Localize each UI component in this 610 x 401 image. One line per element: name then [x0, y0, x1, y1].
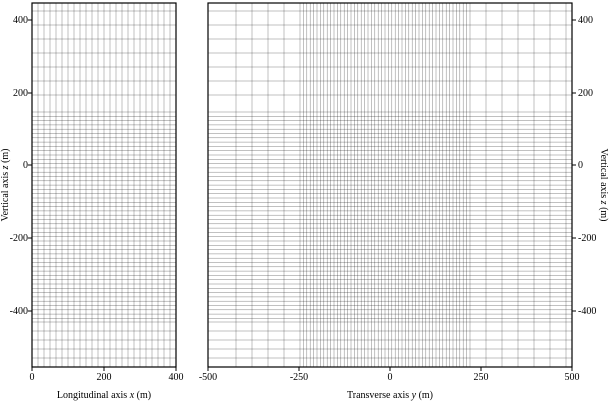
right-y-tick-label: 0: [387, 372, 393, 383]
right-z-tick-label: 0: [578, 160, 583, 171]
left-x-tick-label: 400: [168, 372, 184, 383]
right-y-tick-label: -250: [289, 372, 309, 383]
left-z-tick-label: 0: [23, 160, 28, 171]
right-z-tick-label: 400: [578, 15, 593, 26]
left-z-tick-label: 200: [13, 88, 28, 99]
right-y-axis-title: Transverse axis y (m): [346, 390, 434, 401]
right-z-tick-label: -400: [578, 306, 597, 317]
right-z-axis-title: Vertical axis z (m): [598, 148, 609, 222]
left-z-axis-title: Vertical axis z (m): [0, 148, 11, 222]
right-z-tick-label: -200: [578, 233, 597, 244]
left-z-tick-label: -400: [9, 306, 28, 317]
right-y-tick-label: 250: [473, 372, 489, 383]
left-z-tick-label: -200: [9, 233, 28, 244]
right-y-tick-label: 500: [564, 372, 580, 383]
right-panel-mesh-grid: [208, 3, 572, 367]
right-y-tick-label: -500: [198, 372, 218, 383]
left-x-tick-label: 0: [29, 372, 35, 383]
left-panel-mesh-grid: [32, 3, 176, 367]
right-z-tick-label: 200: [578, 88, 593, 99]
left-z-tick-label: 400: [13, 15, 28, 26]
left-x-tick-label: 200: [96, 372, 112, 383]
left-x-axis-title: Longitudinal axis x (m): [56, 390, 152, 401]
